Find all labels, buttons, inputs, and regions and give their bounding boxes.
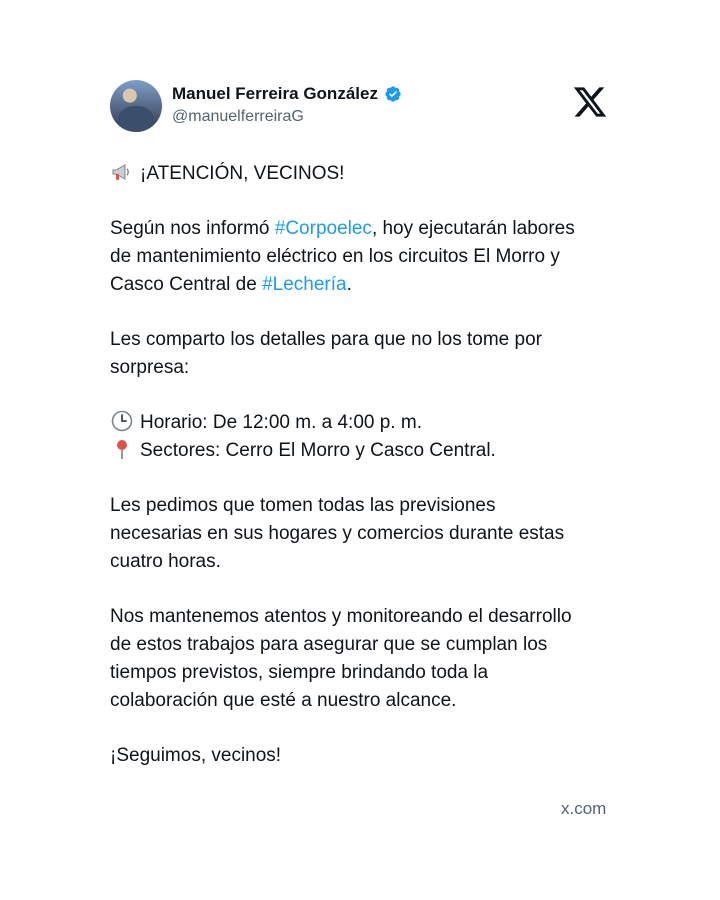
text-line: de estos trabajos para asegurar que se cumplan los: [110, 634, 548, 655]
request-paragraph: [110, 492, 620, 576]
post-body: [110, 160, 620, 797]
text-line: Nos mantenemos atentos y monitoreando el desarrollo: [110, 606, 572, 627]
headline: ¡ATENCIÓN, VECINOS!: [140, 163, 345, 184]
text-segment: Casco Central de: [110, 274, 263, 295]
text-line: cuatro horas.: [110, 551, 221, 572]
schedule-text: Horario: De 12:00 m. a 4:00 p. m.: [140, 412, 422, 433]
verified-badge-icon: [384, 85, 402, 103]
text-line: colaboración que esté a nuestro alcance.: [110, 690, 457, 711]
text-line: Les pedimos que tomen todas las previsiones: [110, 495, 496, 516]
post-header: [110, 80, 610, 134]
source-domain[interactable]: x.com: [561, 799, 607, 818]
headline-paragraph: [110, 160, 620, 188]
sectors-text: Sectores: Cerro El Morro y Casco Central.: [140, 440, 496, 461]
details-intro-paragraph: [110, 326, 620, 382]
intro-paragraph: [110, 215, 620, 299]
hashtag-lecheria[interactable]: #Lechería: [262, 274, 347, 295]
closing-text: ¡Seguimos, vecinos!: [110, 745, 282, 766]
text-line: tiempos previstos, siempre brindando toda la: [110, 662, 489, 683]
details-paragraph: [110, 409, 620, 465]
hashtag-corpoelec[interactable]: #Corpoelec: [274, 218, 372, 239]
monitoring-paragraph: [110, 603, 620, 715]
text-line: de mantenimiento eléctrico en los circuitos El Morro y: [110, 246, 560, 267]
author-handle[interactable]: @manuelferreiraG: [172, 108, 304, 125]
author-name-row: [172, 84, 402, 104]
closing-paragraph: [110, 742, 620, 770]
megaphone-icon: [110, 160, 134, 184]
text-line: sorpresa:: [110, 357, 190, 378]
clock-icon: [110, 409, 134, 433]
text-line: Les comparto los detalles para que no los tome por: [110, 329, 542, 350]
pin-icon: [110, 437, 134, 461]
author-name[interactable]: Manuel Ferreira González: [172, 84, 378, 103]
text-segment: .: [346, 274, 352, 295]
x-logo-icon[interactable]: [572, 84, 608, 120]
avatar[interactable]: [110, 80, 162, 132]
text-segment: , hoy ejecutarán labores: [371, 218, 575, 239]
text-segment: Según nos informó: [110, 218, 275, 239]
text-line: necesarias en sus hogares y comercios durante estas: [110, 523, 565, 544]
